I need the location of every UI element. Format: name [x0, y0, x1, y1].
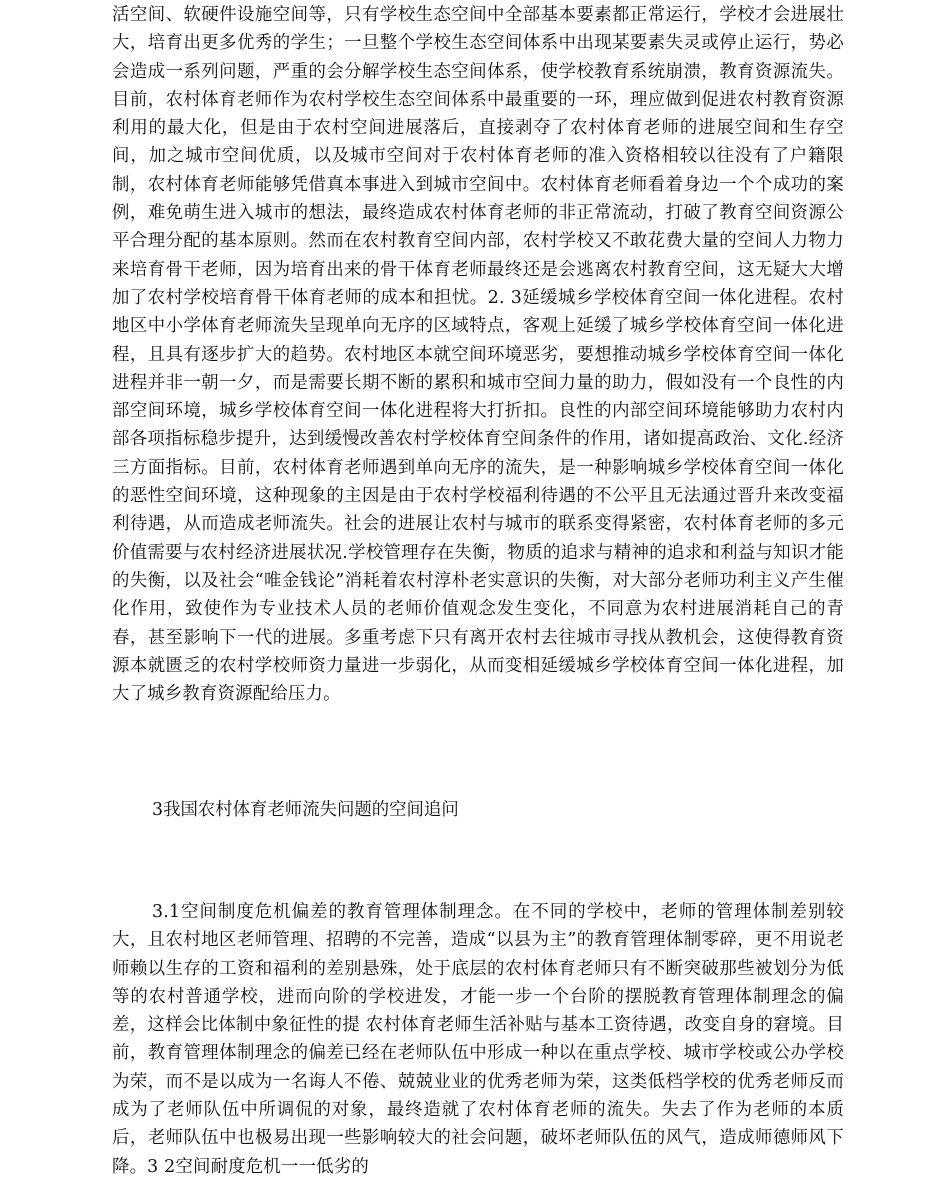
- section-heading: 3我国农村体育老师流失问题的空间追问: [152, 800, 459, 820]
- body-paragraph: 活空间、软硬件设施空间等，只有学校生态空间中全部基本要素都正常运行，学校才会进展壮大，培育出更多优秀的学生；一旦整个学校生态空间体系中出现某要素失灵或停止运行，势必会造成一系列问题，严重的会分解学校生态空间体系，使学校教育系统崩溃，教育资源流失。目前，农村体育老师作为农村学校生态空间体系中最重要的一环，理应做到促进农村教育资源利用的最大化，但是由于农村空间进展落后，直接剥夺了农村体育老师的进展空间和生存空间，加之城市空间优质，以及城市空间对于农村体育老师的准入资格相较以往没有了户籍限制，农村体育老师能够凭借真本事进入到城市空间中。农村体育老师看着身边一个个成功的案例，难免萌生进入城市的想法，最终造成农村体育老师的非正常流动，打破了教育空间资源公平合理分配的基本原则。然而在农村教育空间内部，农村学校又不敢花费大量的空间人力物力来培育骨干老师，因为培育出来的骨干体育老师最终还是会逃离农村教育空间，这无疑大大增加了农村学校培育骨干体育老师的成本和担忧。2. 3延缓城乡学校体育空间一体化进程。农村地区中小学体育老师流失呈现单向无序的区域特点，客观上延缓了城乡学校体育空间一体化进程，且具有逐步扩大的趋势。农村地区本就空间环境恶劣，要想推动城乡学校体育空间一体化进程并非一朝一夕，而是需要长期不断的累积和城市空间力量的助力，假如没有一个良性的内部空间环境，城乡学校体育空间一体化进程将大打折扣。良性的内部空间环境能够助力农村内部各项指标稳步提升，达到缓慢改善农村学校体育空间条件的作用，诸如提高政治、文化.经济三方面指标。目前，农村体育老师遇到单向无序的流失，是一种影响城乡学校体育空间一体化的恶性空间环境，这种现象的主因是由于农村学校福利待遇的不公平且无法通过晋升来改变福利待遇，从而造成老师流失。社会的进展让农村与城市的联系变得紧密，农村体育老师的多元价值需要与农村经济进展状况.学校管理存在失衡，物质的追求与精神的追求和利益与知识才能的失衡，以及社会“唯金钱论”消耗着农村淳朴老实意识的失衡，对大部分老师功利主义产生催化作用，致使作为专业技术人员的老师价值观念发生变化，不同意为农村进展消耗自己的青春，甚至影响下一代的进展。多重考虑下只有离开农村去往城市寻找从教机会，这使得教育资源本就匮乏的农村学校师资力量进一步弱化，从而变相延缓城乡学校体育空间一体化进程，加大了城乡教育资源配给压力。: [112, 5, 844, 705]
- body-paragraph: 3.1空间制度危机偏差的教育管理体制理念。在不同的学校中，老师的管理体制差别较大，且农村地区老师管理、招聘的不完善，造成“以县为主”的教育管理体制零碎，更不用说老师赖以生存的工资和福利的差别悬殊，处于底层的农村体育老师只有不断突破那些被划分为低等的农村普通学校，进而向阶的学校进发，才能一步一个台阶的摆脱教育管理体制理念的偏差，这样会比体制中象征性的提 农村体育老师生活补贴与基本工资待遇，改变自身的窘境。目前，教育管理体制理念的偏差已经在老师队伍中形成一种以在重点学校、城市学校或公办学校为荣，而不是以成为一名诲人不倦、兢兢业业的优秀老师为荣，这类低档学校的优秀老师反而成为了老师队伍中所调侃的对象，最终造就了农村体育老师的流失。失去了作为老师的本质后，老师队伍中也极易出现一些影响较大的社会问题，破坏老师队伍的风气，造成师德师风下降。3 2空间耐度危机一一低劣的: [112, 902, 844, 1177]
